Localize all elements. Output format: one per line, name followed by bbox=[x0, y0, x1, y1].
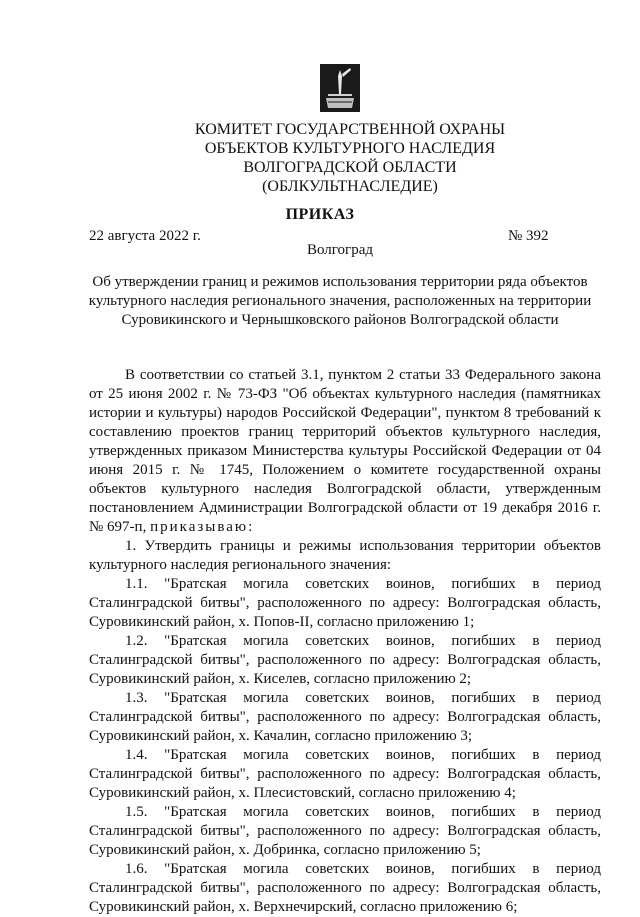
volgograd-coat-of-arms-icon bbox=[320, 64, 360, 112]
subitem: 1.2. "Братская могила советских воинов, погибших в период Сталинградской битвы", расположенного по адресу: Волгоградская область, Суровикинский район, х. Киселев, согласно приложению 2; bbox=[89, 633, 601, 687]
item-1: 1. Утвердить границы и режимы использования территории объектов культурного наследия регионального значения: bbox=[89, 538, 601, 573]
document-number: № 392 bbox=[508, 228, 549, 244]
subitem: 1.3. "Братская могила советских воинов, погибших в период Сталинградской битвы", расположенного по адресу: Волгоградская область, Суровикинский район, х. Качалин, согласно приложению 3; bbox=[89, 690, 601, 744]
org-line: КОМИТЕТ ГОСУДАРСТВЕННОЙ ОХРАНЫ bbox=[194, 121, 506, 138]
document-subject bbox=[80, 273, 600, 330]
organization-name bbox=[150, 120, 550, 196]
coat-of-arms-emblem bbox=[320, 64, 360, 112]
subitem: 1.1. "Братская могила советских воинов, погибших в период Сталинградской битвы", расположенного по адресу: Волгоградская область, Суровикинский район, х. Попов-II, согласно приложению 1; bbox=[89, 576, 601, 630]
preamble-text: В соответствии со статьей 3.1, пунктом 2 статьи 33 Федерального закона от 25 июня 2002 г. № 73-ФЗ "Об объектах культурного наследия (памятниках истории и культуры) народов Российской Федерации", пунктом 8 требований к составлению проектов границ территорий объектов культурного наследия, утвержденных приказом Министерства культуры Российской Федерации от 04 июня 2015 г. № 1745, Положением о комитете государственной охраны объектов культурного наследия Волгоградской области, утвержденным постановлением Администрации Волгоградской области от 19 декабря 2016 г. № 697-п, bbox=[89, 367, 601, 535]
preamble-paragraph bbox=[89, 366, 601, 537]
order-word: приказываю: bbox=[150, 519, 255, 535]
org-line: ВОЛГОГРАДСКОЙ ОБЛАСТИ bbox=[243, 159, 457, 176]
subitem: 1.4. "Братская могила советских воинов, погибших в период Сталинградской битвы", расположенного по адресу: Волгоградская область, Суровикинский район, х. Плесистовский, согласно приложению 4; bbox=[89, 747, 601, 801]
subitem: 1.6. "Братская могила советских воинов, погибших в период Сталинградской битвы", расположенного по адресу: Волгоградская область, Суровикинский район, х. Верхнечирский, согласно приложению 6; bbox=[89, 861, 601, 915]
subject-line: Суровикинского и Чернышковского районов Волгоградской области bbox=[121, 312, 559, 328]
document-date: 22 августа 2022 г. bbox=[89, 228, 201, 244]
subitem: 1.5. "Братская могила советских воинов, погибших в период Сталинградской битвы", расположенного по адресу: Волгоградская область, Суровикинский район, х. Добринка, согласно приложению 5; bbox=[89, 804, 601, 858]
subject-line: Об утверждении границ и режимов использования территории ряда объектов bbox=[92, 274, 588, 290]
org-line: ОБЪЕКТОВ КУЛЬТУРНОГО НАСЛЕДИЯ bbox=[204, 140, 496, 157]
document-body bbox=[89, 366, 601, 917]
document-type: ПРИКАЗ bbox=[285, 206, 355, 223]
document-city: Волгоград bbox=[306, 242, 373, 258]
org-line: (ОБЛКУЛЬТНАСЛЕДИЕ) bbox=[262, 178, 438, 195]
subject-line: культурного наследия регионального значения, расположенных на территории bbox=[88, 293, 592, 309]
